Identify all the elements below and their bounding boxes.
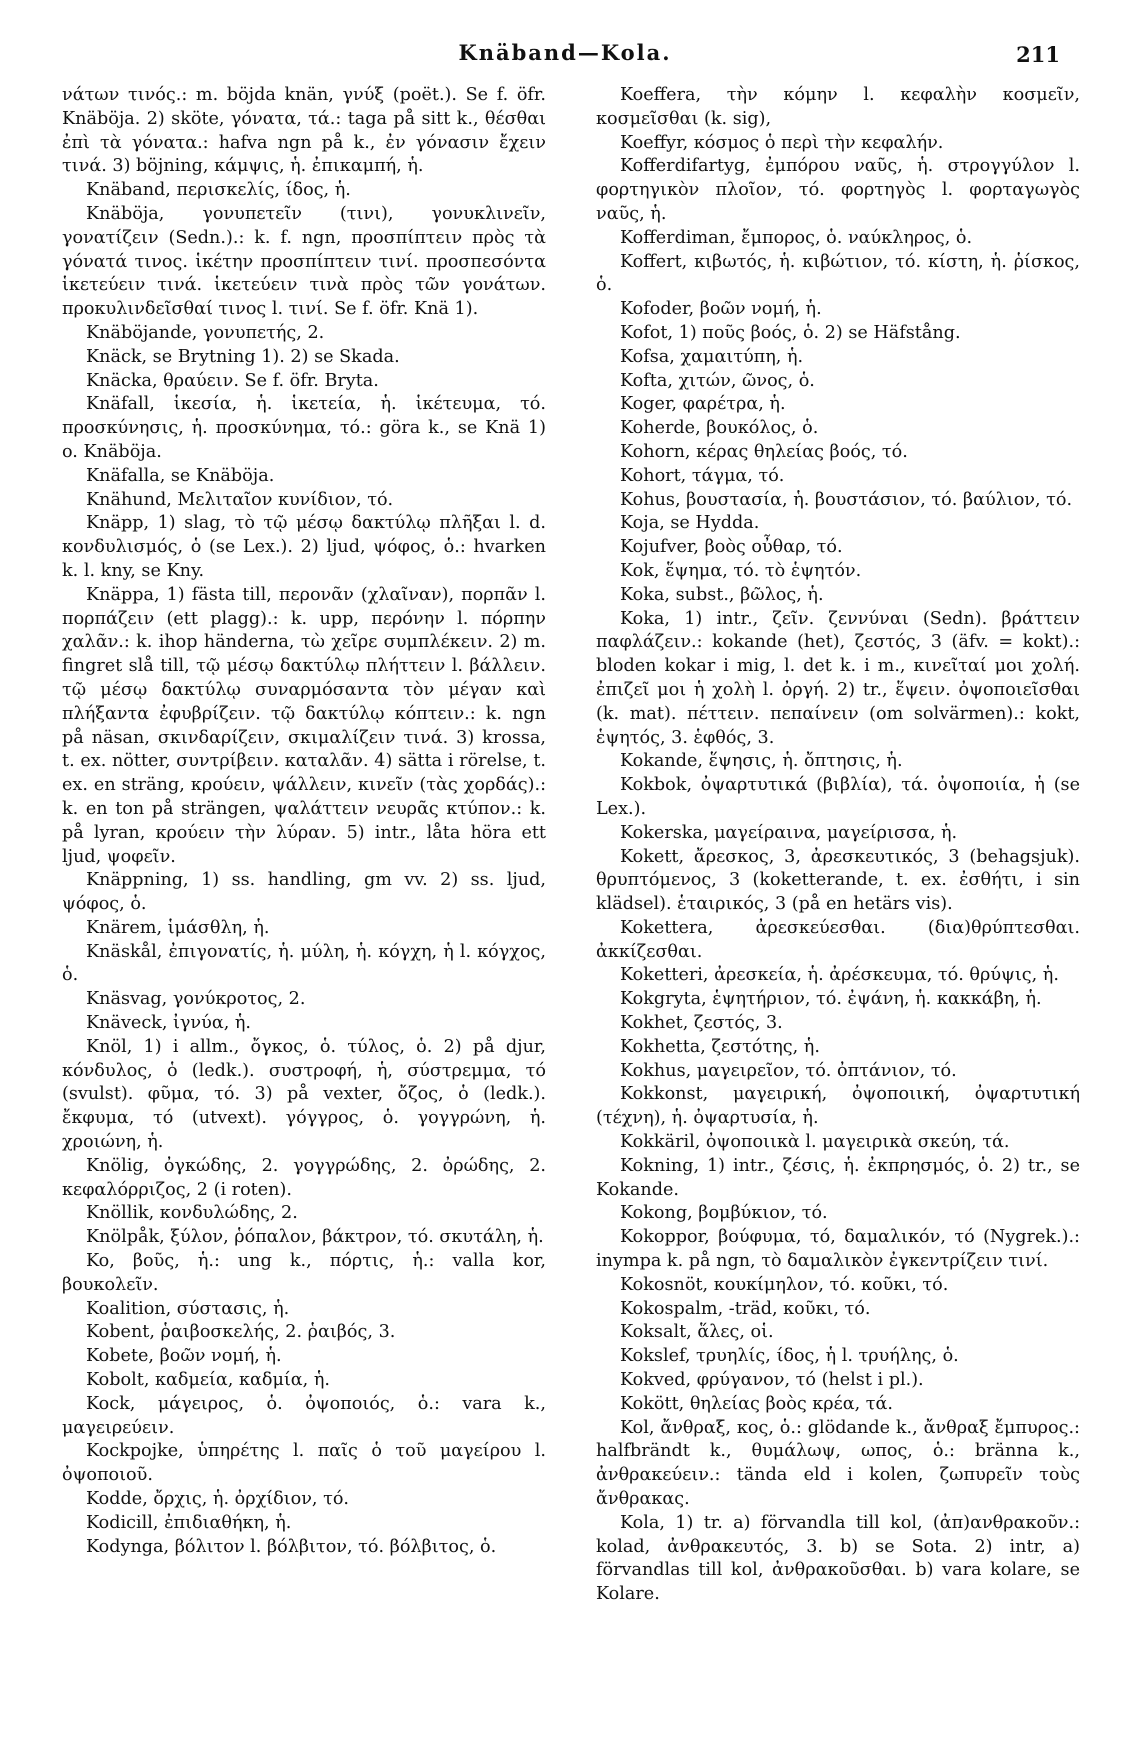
dictionary-entry: Kokkonst, μαγειρική, ὀψοποιική, ὀψαρτυτική (τέχνη), ἡ. ὀψαρτυσία, ἡ. [596, 1084, 1080, 1129]
dictionary-entry: Kodynga, βόλιτον l. βόλβιτον, τό. βόλβιτος, ὁ. [86, 1536, 497, 1557]
dictionary-entry: Kokhetta, ζεστότης, ἡ. [620, 1036, 820, 1057]
dictionary-entry: Knärem, ἱμάσθλη, ἡ. [86, 917, 270, 938]
dictionary-entry: Kokning, 1) intr., ζέσις, ἡ. ἐκπρησμός, ὁ. 2) tr., se Kokande. [596, 1155, 1080, 1200]
dictionary-entry: Knölig, ὀγκώδης, 2. γογγρώδης, 2. ὀρώδης, 2. κεφαλόρριζος, 2 (i roten). [62, 1155, 546, 1200]
dictionary-entry: Kohort, τάγμα, τό. [620, 465, 785, 486]
dictionary-entry: Koger, φαρέτρα, ἡ. [620, 394, 786, 415]
dictionary-entry: Kofsa, χαμαιτύπη, ἡ. [620, 346, 804, 367]
dictionary-entry: Kodicill, ἐπιδιαθήκη, ἡ. [86, 1512, 292, 1533]
dictionary-entry: Kofferdifartyg, ἐμπόρου ναῦς, ἡ. στρογγύλον l. φορτηγικὸν πλοῖον, τό. φορτηγὸς l. φορταγωγὸς ναῦς, ἡ. [596, 156, 1080, 224]
dictionary-entry: Knölpåk, ξύλον, ῥόπαλον, βάκτρον, τό. σκυτάλη, ἡ. [86, 1227, 544, 1248]
dictionary-entry: Kofta, χιτών, ῶνος, ὁ. [620, 370, 815, 391]
running-head: Knäband—Kola. [458, 40, 672, 65]
dictionary-entry: Kofot, 1) ποῦς βοός, ὁ. 2) se Häfstång. [620, 322, 961, 343]
dictionary-entry: Knäböja, γονυπετεῖν (τινι), γονυκλινεῖν, γονατίζειν (Sedn.).: k. f. ngn, προσπίπτειν πρὸς τὰ γόνατά τινος. ἱκέτην προσπίπτειν τινί. προσπεσόντα ἱκετεύειν τινά. ἱκετεύειν τινὰ πρὸς τῶν γονάτων. προκυλινδεῖσθαί τινος l. τινί. Se f. öfr. Knä 1). [62, 203, 546, 320]
dictionary-entry: Knähund, Μελιταῖον κυνίδιον, τό. [86, 489, 394, 510]
dictionary-entry: Kock, μάγειρος, ὁ. ὀψοποιός, ὁ.: vara k., μαγειρεύειν. [62, 1393, 546, 1438]
dictionary-entry: νάτων τινός.: m. böjda knän, γνύξ (poët.). Se f. öfr. Knäböja. 2) sköte, γόνατα, τά.: taga på sitt k., θέσθαι ἐπὶ τὰ γόνατα.: hafva ngn på k., ἐν γόνασιν ἔχειν τινά. 3) böjning, κάμψις, ἡ. ἐπικαμπή, ἡ. [62, 85, 546, 177]
dictionary-entry: Kobolt, καδμεία, καδμία, ἡ. [86, 1370, 330, 1391]
dictionary-entry: Koka, subst., βῶλος, ἡ. [620, 584, 824, 605]
dictionary-entry: Koalition, σύστασις, ἡ. [86, 1298, 290, 1319]
dictionary-entry: Kokett, ἄρεσκος, 3, ἀρεσκευτικός, 3 (behagsjuk). θρυπτόμενος, 3 (koketterande, t. ex. ἐσθήτι, i sin klädsel). ἑταιρικός, 3 (på en hetärs vis). [596, 846, 1080, 915]
dictionary-entry: Kokong, βομβύκιον, τό. [620, 1203, 828, 1224]
dictionary-entry: Koherde, βουκόλος, ὁ. [620, 418, 819, 439]
dictionary-entry: Koja, se Hydda. [620, 513, 760, 534]
page-number: 211 [1016, 42, 1060, 67]
dictionary-entry: Knöl, 1) i allm., ὄγκος, ὁ. τύλος, ὁ. 2) på djur, κόνδυλος, ὁ (ledk.). συστροφή, ἡ, σύστρεμμα, τό (svulst). φῦμα, τό. 3) på vexter, ὄζος, ὁ (ledk.). ἔκφυμα, τό (utvext). γόγγρος, ὁ. γογγρώνη, ἡ. χροιώνη, ἡ. [62, 1036, 546, 1153]
dictionary-entry: Kokgryta, ἑψητήριον, τό. ἐψάνη, ἡ. κακκάβη, ἡ. [620, 989, 1042, 1010]
dictionary-entry: Kokslef, τρυηλίς, ίδος, ἡ l. τρυήλης, ὁ. [620, 1346, 959, 1367]
dictionary-entry: Koksalt, ἅλες, οἱ. [620, 1322, 774, 1343]
dictionary-entry: Kokkäril, ὀψοποιικὰ l. μαγειρικὰ σκεύη, τά. [620, 1132, 1010, 1153]
dictionary-entry: Knäveck, ἰγνύα, ἡ. [86, 1013, 252, 1034]
dictionary-entry: Kokerska, μαγείραινα, μαγείρισσα, ἡ. [620, 822, 958, 843]
page-header [70, 36, 1060, 76]
dictionary-entry: Knöllik, κονδυλώδης, 2. [86, 1203, 298, 1224]
dictionary-entry: Kokött, θηλείας βοὸς κρέα, τά. [620, 1393, 893, 1414]
dictionary-entry: Koffert, κιβωτός, ἡ. κιβώτιον, τό. κίστη, ἡ. ῥίσκος, ὁ. [596, 251, 1080, 296]
dictionary-entry: Knäböjande, γονυπετής, 2. [86, 322, 325, 343]
left-column [62, 84, 546, 1559]
dictionary-entry: Knäskål, ἐπιγονατίς, ἡ. μύλη, ἡ. κόγχη, ἡ l. κόγχος, ὁ. [62, 941, 546, 986]
dictionary-entry: Kodde, ὄρχις, ἡ. ὀρχίδιον, τό. [86, 1489, 350, 1510]
dictionary-entry: Kobete, βοῶν νομή, ἡ. [86, 1346, 282, 1367]
dictionary-entry: Kokhus, μαγειρεῖον, τό. ὀπτάνιον, τό. [620, 1060, 957, 1081]
dictionary-entry: Koka, 1) intr., ζεῖν. ζεννύναι (Sedn). βράττειν παφλάζειν.: kokande (het), ζεστός, 3 (äfv. = kokt).: bloden kokar i mig, l. det k. i m., κινεῖταί μοι χολή. ἐπιζεῖ μοι ἡ χολὴ l. ὀργή. 2) tr., ἕψειν. ὀψοποιεῖσθαι (k. mat). πέττειν. πεπαίνειν (om solvärmen).: kokt, ἑψητός, 3. ἑφθός, 3. [596, 608, 1080, 748]
dictionary-entry: Koeffera, τὴν κόμην l. κεφαλὴν κοσμεῖν, κοσμεῖσθαι (k. sig), [596, 85, 1080, 129]
dictionary-entry: Kokosnöt, κουκίμηλον, τό. κοῦκι, τό. [620, 1274, 949, 1295]
dictionary-entry: Kofoder, βοῶν νομή, ἡ. [620, 299, 822, 320]
dictionary-entry: Kokettera, ἀρεσκεύεσθαι. (δια)θρύπτεσθαι. ἀκκίζεσθαι. [596, 917, 1080, 962]
dictionary-entry: Kokved, φρύγανον, τό (helst i pl.). [620, 1370, 924, 1391]
dictionary-entry: Knäppa, 1) fästa till, περονᾶν (χλαῖναν), πορπᾶν l. πορπάζειν (ett plagg).: k. upp, περόνην l. πόρπην χαλᾶν.: k. ihop händerna, τὼ χεῖρε συμπλέκειν. 2) m. fingret slå till, τῷ μέσῳ δακτύλῳ πλήττειν l. βάλλειν. τῷ μέσῳ δακτύλῳ συναρμόσαντα τὸν μέγαν καὶ πλήξαντα ἐφυβρίζειν. τῷ δακτύλῳ κόπτειν.: k. ngn på näsan, σκινδαρίζειν, σκιμαλίζειν τινά. 3) krossa, t. ex. nötter, συντρίβειν. καταλᾶν. 4) sätta i rörelse, t. ex. en sträng, κρούειν, ψάλλειν, κινεῖν (τὰς χορδάς).: k. en ton på strängen, ψαλάττειν νευρᾶς κτύπον.: k. på lyran, κρούειν τὴν λύραν. 5) intr., låta höra ett ljud, ψοφεῖν. [62, 584, 546, 867]
dictionary-entry: Kokoppor, βούφυμα, τό, δαμαλικόν, τό (Nygrek.).: inympa k. på ngn, τὸ δαμαλικὸν ἐγκεντρίζειν τινί. [596, 1227, 1080, 1272]
dictionary-entry: Kokbok, ὀψαρτυτικά (βιβλία), τά. ὀψοποιία, ἡ (se Lex.). [596, 775, 1080, 819]
dictionary-entry: Koketteri, ἀρεσκεία, ἡ. ἀρέσκευμα, τό. θρύψις, ἡ. [620, 965, 1059, 986]
dictionary-entry: Kofferdiman, ἔμπορος, ὁ. ναύκληρος, ὁ. [620, 227, 973, 248]
dictionary-entry: Kohus, βουστασία, ἡ. βουστάσιον, τό. βαύλιον, τό. [620, 489, 1073, 510]
dictionary-entry: Kol, ἄνθραξ, κος, ὁ.: glödande k., ἄνθραξ ἔμπυρος.: halfbrändt k., θυμάλωψ, ωπος, ὁ.: bränna k., ἀνθρακεύειν.: tända eld i kolen, ζωπυρεῖν τοὺς ἄνθρακας. [596, 1417, 1080, 1510]
dictionary-entry: Knäck, se Brytning 1). 2) se Skada. [86, 346, 400, 367]
dictionary-entry: Knäfall, ἱκεσία, ἡ. ἱκετεία, ἡ. ἱκέτευμα, τό. προσκύνησις, ἡ. προσκύνημα, τό.: göra k., se Knä 1) o. Knäböja. [62, 394, 546, 462]
dictionary-entry: Ko, βοῦς, ἡ.: ung k., πόρτις, ἡ.: valla kor, βουκολεῖν. [62, 1251, 546, 1295]
dictionary-entry: Kojufver, βοὸς οὖθαρ, τό. [620, 537, 843, 558]
dictionary-entry: Kok, ἕψημα, τό. τὸ ἑψητόν. [620, 560, 862, 581]
dictionary-entry: Kokande, ἕψησις, ἡ. ὄπτησις, ἡ. [620, 751, 903, 772]
dictionary-entry: Kobent, ῥαιβοσκελής, 2. ῥαιβός, 3. [86, 1322, 396, 1343]
right-column [596, 84, 1080, 1607]
dictionary-entry: Knäsvag, γονύκροτος, 2. [86, 989, 306, 1010]
dictionary-entry: Knäppning, 1) ss. handling, gm vv. 2) ss. ljud, ψόφος, ὁ. [62, 870, 546, 915]
dictionary-entry: Kokospalm, -träd, κοῦκι, τό. [620, 1298, 871, 1319]
dictionary-entry: Kohorn, κέρας θηλείας βοός, τό. [620, 441, 908, 462]
dictionary-entry: Knäband, περισκελίς, ίδος, ἡ. [86, 180, 351, 201]
dictionary-entry: Kokhet, ζεστός, 3. [620, 1013, 783, 1034]
dictionary-entry: Knäcka, θραύειν. Se f. öfr. Bryta. [86, 370, 379, 391]
dictionary-entry: Kockpojke, ὑπηρέτης l. παῖς ὁ τοῦ μαγείρου l. ὀψοποιοῦ. [62, 1441, 546, 1486]
dictionary-entry: Koeffyr, κόσμος ὁ περὶ τὴν κεφαλήν. [620, 132, 944, 153]
dictionary-entry: Knäpp, 1) slag, τὸ τῷ μέσῳ δακτύλῳ πλῆξαι l. d. κονδυλισμός, ὁ (se Lex.). 2) ljud, ψόφος, ὁ.: hvarken k. l. kny, se Kny. [62, 513, 546, 581]
dictionary-entry: Knäfalla, se Knäböja. [86, 465, 275, 486]
dictionary-entry: Kola, 1) tr. a) förvandla till kol, (ἀπ)ανθρακοῦν.: kolad, ἀνθρακευτός, 3. b) se Sota. 2) intr, a) förvandlas till kol, ἀνθρακοῦσθαι. b) vara kolare, se Kolare. [596, 1512, 1080, 1605]
